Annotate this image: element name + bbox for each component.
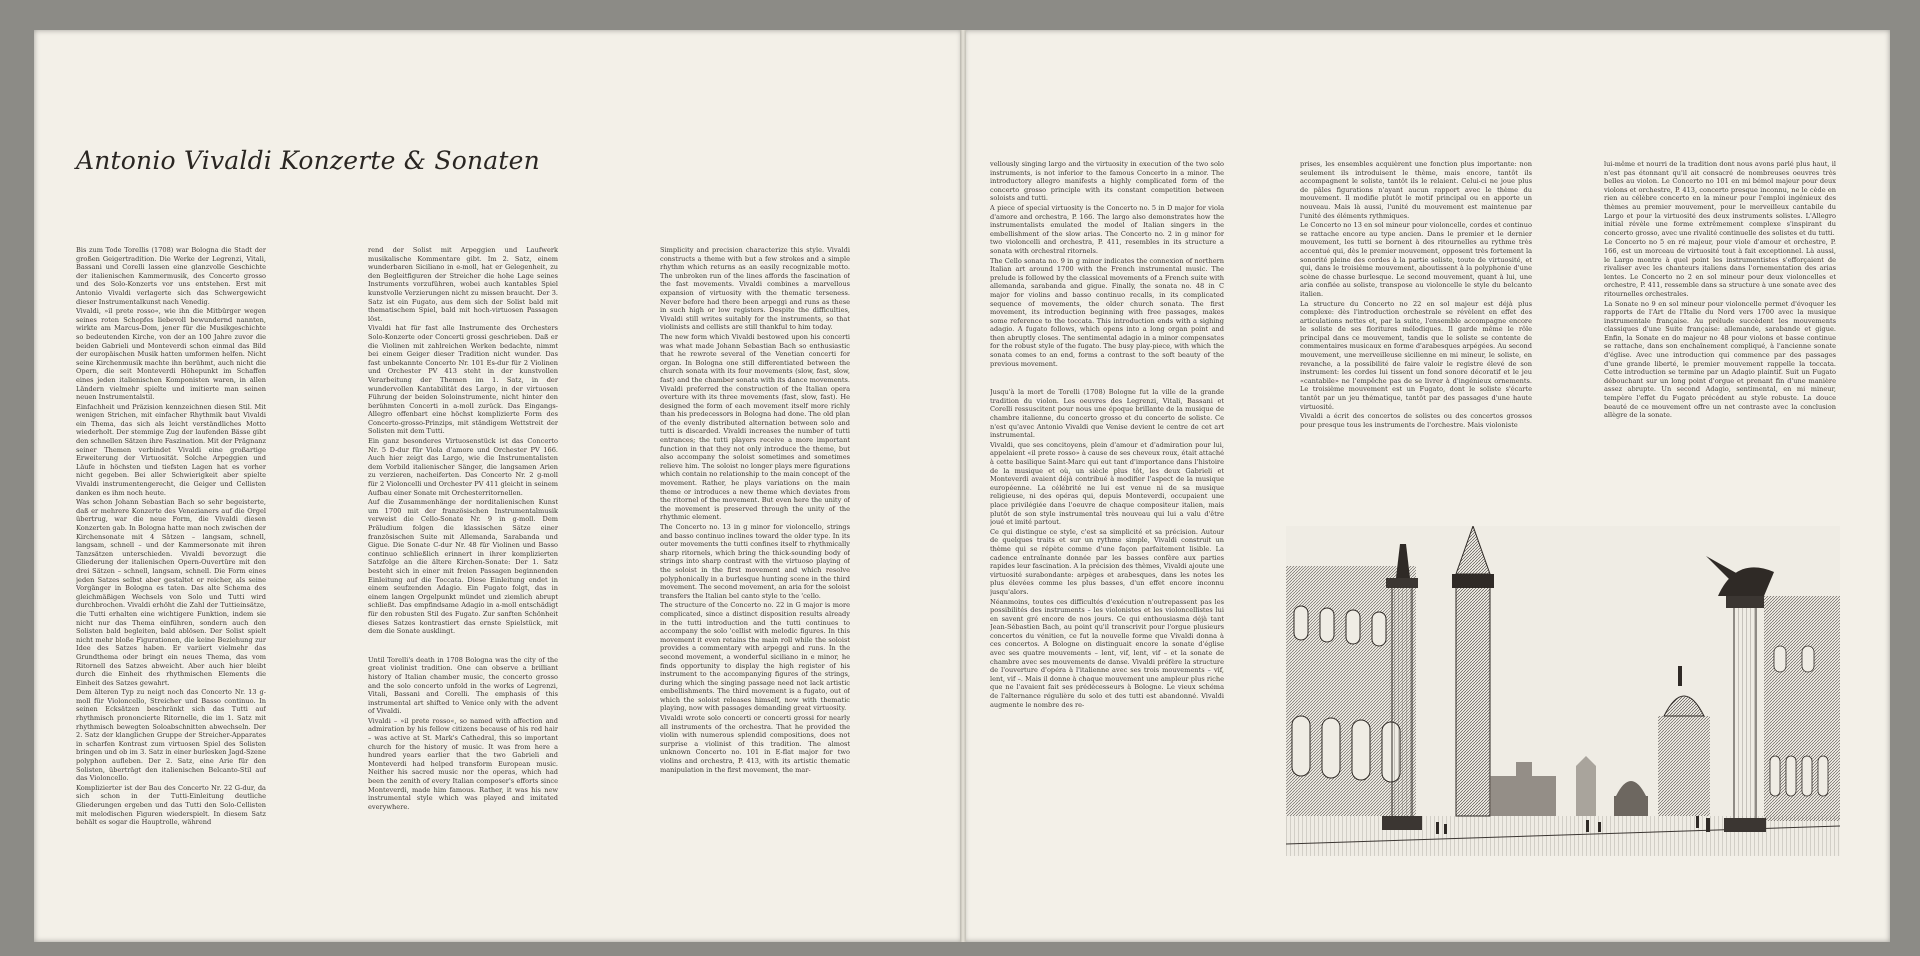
text-column-german-2 xyxy=(368,246,558,846)
paragraph: Ce qui distingue ce style, c'est sa simplicité et sa précision. Autour de quelques traits et sur un rythme simple, Vivaldi construit un thème qui se répète comme d'une façon parfaitement lisible. La cadence entraînante donnée par les basses confère aux parties rapides leur fascination. A la précision des thèmes, Vivaldi ajoute une virtuosité surabondante: arpèges et arabesques, dans les notes les plus élevées comme les plus basses, d'un effet encore inconnu jusqu'alors. xyxy=(990,527,1224,596)
paragraph: A piece of special virtuosity is the Concerto no. 5 in D major for viola d'amore and orchestra, P. 166. The largo also demonstrates how the instrumentalists emulated the model of Italian singers in the embellishment of the slow arias. The Concerto no. 2 in g minor for two violoncelli and orchestra, P. 411, resembles in its structure a sonata with orchestral ritornels. xyxy=(990,203,1224,255)
paragraph: The Concerto no. 13 in g minor for violoncello, strings and basso continuo inclines toward the older type. In its outer movements the tutti confines itself to rhythmically sharp ritornels, which bring the thick-sounding body of strings into sharp contrast with the virtuoso playing of the soloist in the first movement and which resolve polyphonically in a burlesque hunting scene in the third movement. The second movement, an aria for the soloist transfers the Italian bel canto style to the 'cello. xyxy=(660,523,850,600)
paragraph: Einfachheit und Präzision kennzeichnen diesen Stil. Mit wenigen Strichen, mit einfacher Rhythmik baut Vivaldi ein Thema, das sich als leicht verständliches Motto wiederholt. Der stemmige Zug der laufenden Bässe gibt den schnellen Sätzen ihre Faszination. Mit der Prägnanz seiner Themen verbindet Vivaldi eine großartige Erweiterung der Virtuosität. Solche Arpeggien und Läufe in höchsten und tiefsten Lagen hat es vorher nicht gegeben. Bei aller Schwierigkeit aber spielte Vivaldi instrumentengerecht, die Geiger und Cellisten danken es ihm noch heute. xyxy=(76,402,266,497)
paragraph: Auf die Zusammenhänge der norditalienischen Kunst um 1700 mit der französischen Instrumentalmusik verweist die Cello-Sonate Nr. 9 in g-moll. Dem Präludium folgen die klassischen Sätze einer französischen Suite mit Allemanda, Sarabanda und Gigue. Die Sonate C-dur Nr. 48 für Violinen und Basso continuo schließlich erinnert in ihrer komplizierten Satzfolge an die ältere Kirchen-Sonate: Der 1. Satz besteht sich in einer mit freien Passagen beginnenden Einleitung auf die Toccata. Diese Einleitung endet in einem seufzenden Adagio. Ein Fugato folgt, das in einem langen Orgelpunkt mündet und ziemlich abrupt schließt. Das empfindsame Adagio in a-moll entschädigt für den robusten Stil des Fugato. Zur sanften Schönheit dieses Satzes kontrastiert das ernste Spielstück, mit dem die Sonate ausklingt. xyxy=(368,498,558,636)
paragraph: Until Torelli's death in 1708 Bologna was the city of the great violinist tradition. One can observe a brilliant history of Italian chamber music, the concerto grosso and the solo concerto unfold in the works of Legrenzi, Vitali, Bassani and Corelli. The emphasis of this instrumental art shifted to Venice only with the advent of Vivaldi. xyxy=(368,655,558,716)
paragraph: lui-même et nourri de la tradition dont nous avons parlé plus haut, il n'est pas étonnant qu'il ait consacré de nombreuses oeuvres très belles au violon. Le Concerto no 101 en mi bémol majeur pour deux violons et orchestre, P. 413, concerto presque inconnu, ne le cède en rien au célèbre concerto en la mineur pour l'emploi ingénieux des thèmes au premier mouvement, pour le merveilleux cantabile du Largo et pour la virtuosité des deux instruments solistes. L'Allegro initial révèle une forme extrêmement complexe s'inspirant du concerto grosso, avec une rivalité continuelle des solistes et du tutti. xyxy=(1604,160,1836,237)
engraving-illustration xyxy=(1286,526,1840,856)
paragraph: Komplizierter ist der Bau des Concerto Nr. 22 G-dur, da sich schon in der Tutti-Einleitung deutliche Gliederungen ergeben und das Tutti den Solo-Cellisten mit melodischen Figuren wiederspielt. In diesem Satz behält es sogar die Hauptrolle, während xyxy=(76,783,266,827)
paragraph: La Sonate no 9 en sol mineur pour violoncelle permet d'évoquer les rapports de l'Art de l'Italie du Nord vers 1700 avec la musique instrumentale française. Au prélude succèdent les mouvements classiques d'une Suite française: allemande, sarabande et gigue. Enfin, la Sonate en do majeur no 48 pour violons et basse continue se rattache, dans son enchaînement compliqué, à l'ancienne sonate d'église. Avec une introduction qui commence par des passages d'une grande liberté, le premier mouvement rappelle la toccata. Cette introduction se termine par un Adagio plaintif. Suit un Fugato débouchant sur un long point d'orgue et prenant fin d'une manière assez abrupte. Un second Adagio, sentimental, en mi mineur, tempère l'effet du Fugato précédent au style robuste. La douce beauté de ce mouvement offre un net contraste avec la conclusion allègre de la sonate. xyxy=(1604,299,1836,420)
text-column-english-2 xyxy=(660,246,850,846)
paragraph: Bis zum Tode Torellis (1708) war Bologna die Stadt der großen Geigertradition. Die Werke der Legrenzi, Vitali, Bassani und Corelli lassen eine glanzvolle Geschichte der italienischen Kammermusik, des Concerto grosso und des Solo-Konzerts vor uns entstehen. Erst mit Antonio Vivaldi verlagerte sich das Schwergewicht dieser Instrumentalkunst nach Venedig. xyxy=(76,246,266,306)
paragraph: Néanmoins, toutes ces difficultés d'exécution n'outrepassent pas les possibilités des instruments – les violonistes et les violoncellistes lui en savent gré encore de nos jours. Ce qui enthousiasma déjà tant Jean-Sébastien Bach, au point qu'il transcrivit pour l'orgue plusieurs concertos du vénitien, ce fut la nouvelle forme que Vivaldi donna à ces concertos. A Bologne on distinguait encore la sonate d'église avec ses quatre mouvements – lent, vif, lent, vif – et la sonate de chambre avec ses mouvements de danse. Vivaldi préfère la structure de l'ouverture d'opéra à l'italienne avec ses trois mouvements – vif, lent, vif –. Mais il donne à chaque mouvement une ampleur plus riche que ne l'avaient fait ses prédécesseurs à Bologne. Le vieux schéma de l'alternance régulière du solo et des tutti est abandonné. Vivaldi augmente le nombre des re- xyxy=(990,597,1224,709)
text-column-french-2 xyxy=(1300,160,1532,515)
center-fold xyxy=(960,30,966,942)
paragraph: Le Concerto no 5 en ré majeur, pour viole d'amour et orchestre, P. 166, est un morceau de virtuosité tout à fait exceptionnel. Là aussi, le Largo montre à quel point les instrumentistes s'efforçaient de rivaliser avec les chanteurs italiens dans l'ornementation des arias lentes. Le Concerto no 2 en sol mineur pour deux violoncelles et orchestre, P. 411, ressemble dans sa structure à une sonate avec des ritournelles orchestrales. xyxy=(1604,238,1836,298)
paragraph: Vivaldi – »il prete rosso«, so named with affection and admiration by his fellow citizens because of his red hair – was active at St. Mark's Cathedral, this so important church for the history of music. It was from here a hundred years earlier that the two Gabrieli and Monteverdi had helped transform European music. Neither his sacred music nor the operas, which had been the zenith of every Italian composer's efforts since Monteverdi, made him famous. Rather, it was his new instrumental style which was played and imitated everywhere. xyxy=(368,716,558,811)
venice-piazzetta-engraving xyxy=(1286,526,1840,856)
paragraph: prises, les ensembles acquièrent une fonction plus importante: non seulement ils introduisent le thème, mais encore, tantôt ils accompagnent le soliste, tantôt ils le relaient. Celui-ci ne joue plus de pâles figurations n'ayant aucun rapport avec le thème du mouvement. Il modifie plutôt le motif principal ou en apporte un nouveau. Mais là aussi, l'unité du mouvement est maintenue par l'unité des éléments rythmiques. xyxy=(1300,160,1532,220)
paragraph: Vivaldi a écrit des concertos de solistes ou des concertos grossos pour presque tous les instruments de l'orchestre. Mais violoniste xyxy=(1300,412,1532,429)
paragraph: Le Concerto no 13 en sol mineur pour violoncelle, cordes et continuo se rattache encore au type ancien. Dans le premier et le dernier mouvement, les tutti se bornent à des ritournelles au rythme très accentué qui, dès le premier mouvement, opposent très fortement la sonorité pleine des cordes à la partie soliste, toute de virtuosité, et qui, dans le troisième mouvement, aboutissent à la polyphonie d'une scène de chasse burlesque. Le second mouvement, quant à lui, une aria confiée au soliste, transpose au violoncelle le style du belcanto italien. xyxy=(1300,221,1532,298)
paragraph: Vivaldi, »il prete rosso«, wie ihn die Mitbürger wegen seines roten Schopfes liebevoll bewundernd nannten, wirkte am Marcus-Dom, jener für die Musikgeschichte so bedeutenden Kirche, von der an 100 Jahre zuvor die beiden Gabrieli und Monteverdi schon einmal das Bild der europäischen Musik hatten umformen helfen. Nicht seine Kirchenmusik machte ihn berühmt, auch nicht die Opern, die seit Monteverdi Höhepunkt im Schaffen eines jeden italienischen Komponisten waren, in allen Ländern vielmehr spielte und imitierte man seinen neuen Instrumentalstil. xyxy=(76,307,266,402)
paragraph: Was schon Johann Sebastian Bach so sehr begeisterte, daß er mehrere Konzerte des Venezianers auf die Orgel übertrug, war die neue Form, die Vivaldi diesen Konzerten gab. In Bologna hatte man noch zwischen der Kirchensonate mit 4 Sätzen – langsam, schnell, langsam, schnell – und der Kammersonate mit ihren Tanzsätzen unterschieden. Vivaldi bevorzugt die Gliederung der italienischen Opern-Ouvertüre mit den drei Sätzen – schnell, langsam, schnell. Die Form eines jeden Satzes selbst aber gestaltet er reicher, als seine Vorgänger in Bologna es taten. Das alte Schema des gleichmäßigen Wechsels von Solo und Tutti wird durchbrochen. Vivaldi erhöht die Zahl der Tuttieinsätze, die Tutti erhalten eine wichtigere Funktion, indem sie nicht nur das Thema einführen, sondern auch den Solisten bald begleiten, bald ablösen. Der Solist spielt nicht mehr bloße Figurationen, die keine Beziehung zur Idee des Satzes haben. Er variiert vielmehr das Grundthema oder bringt ein neues Thema, das vom Ritornell des Satzes abweicht. Aber auch hier bleibt durch die Einheit des rhythmischen Elements die Einheit des Satzes gewahrt. xyxy=(76,498,266,687)
paragraph: Ein ganz besonderes Virtuosenstück ist das Concerto Nr. 5 D-dur für Viola d'amore und Orchester PV 166. Auch hier zeigt das Largo, wie die Instrumentalisten dem Vorbild italienischer Sänger, die langsamen Arien zu verzieren, nacheiferten. Das Concerto Nr. 2 g-moll für 2 Violoncelli und Orchester PV 411 gleicht in seinem Aufbau einer Sonate mit Orchesterritornellen. xyxy=(368,437,558,497)
page-title: Antonio Vivaldi Konzerte & Sonaten xyxy=(76,146,540,175)
paragraph: Jusqu'à la mort de Torelli (1708) Bologne fut la ville de la grande tradition du violon. Les oeuvres des Legrenzi, Vitali, Bassani et Corelli ressuscitent pour nous une époque brillante de la musique de chambre italienne, du concerto grosso et du concerto de soliste. Ce n'est qu'avec Antonio Vivaldi que Venise devient le centre de cet art instrumental. xyxy=(990,388,1224,440)
text-column-english-french xyxy=(990,160,1224,850)
paragraph: Vivaldi hat für fast alle Instrumente des Orchesters Solo-Konzerte oder Concerti grossi geschrieben. Daß er die Violinen mit zahlreichen Werken bedachte, nimmt bei einem Geiger dieser Tradition nicht wunder. Das fast unbekannte Concerto Nr. 101 Es-dur für 2 Violinen und Orchester PV 413 steht in der kunstvollen Verarbeitung der Themen im 1. Satz, in der wundervollen Kantabilität des Largo, in der virtuosen Führung der beiden Soloinstrumente, nicht hinter den berühmten Concerti in a-moll zurück. Das Eingangs-Allegro offenbart eine höchst komplizierte Form des Concerto-grosso-Prinzips, mit ständigem Wettstreit der Solisten mit dem Tutti. xyxy=(368,324,558,436)
text-column-french-3 xyxy=(1604,160,1836,515)
text-column-german-1 xyxy=(76,246,266,846)
paragraph: rend der Solist mit Arpeggien und Laufwerk musikalische Kommentare gibt. Im 2. Satz, einem wunderbaren Siciliano in e-moll, hat er Gelegenheit, zu den Begleitfiguren der Streicher die hohe Lage seines Instruments vorzuführen, wobei auch kantables Spiel kunstvolle Verzierungen nicht zu missen braucht. Der 3. Satz ist ein Fugato, aus dem sich der Solist bald mit thematischem Spiel, bald mit hoch-virtuosen Passagen löst. xyxy=(368,246,558,323)
paragraph: Simplicity and precision characterize this style. Vivaldi constructs a theme with but a few strokes and a simple rhythm which returns as an easily recognizable motto. The unbroken run of the lines affords the fascination of the fast movements. Vivaldi combines a marvellous expansion of virtuosity with the thematic terseness. Never before had there been arpeggi and runs as these in such high or low registers. Despite the difficulties, Vivaldi still writes suitably for the instruments, so that violinists and cellists are still thankful to him today. xyxy=(660,246,850,332)
paragraph: Vivaldi, que ses concitoyens, plein d'amour et d'admiration pour lui, appelaient «il prete rosso» à cause de ses cheveux roux, était attaché à cette basilique Saint-Marc qui eut tant d'importance dans l'histoire de la musique et où, un siècle plus tôt, les deux Gabrieli et Monteverdi avaient déjà contribué à modifier l'aspect de la musique européenne. La célébrité ne lui est venue ni de sa musique religieuse, ni des opéras qui, depuis Monteverdi, occupaient une place privilégiée dans l'oeuvre de chaque compositeur italien, mais plutôt de son style instrumental très nouveau qui lui a valu d'être joué et imité partout. xyxy=(990,440,1224,527)
paragraph: The Cello sonata no. 9 in g minor indicates the connexion of northern Italian art around 1700 with the French instrumental music. The prelude is followed by the classical movements of a French suite with allemanda, sarabanda and gigue. Finally, the sonata no. 48 in C major for violins and basso continuo recalls, in its complicated sequence of movements, the older church sonata. The first movement, its introduction beginning with free passages, makes some reference to the toccata. This introduction ends with a sighing adagio. A fugato follows, which opens into a long organ point and then abruptly closes. The sentimental adagio in a minor compensates for the robust style of the fugato. The busy play-piece, with which the sonata comes to an end, forms a contrast to the soft beauty of the previous movement. xyxy=(990,256,1224,368)
paragraph: La structure du Concerto no 22 en sol majeur est déjà plus complexe: dès l'introduction orchestrale se révèlent en effet des articulations nettes et, par la suite, l'ensemble accompagne encore le soliste de ses floritures mélodiques. Il garde même le rôle principal dans ce mouvement, tandis que le soliste se contente de commentaires musicaux en forme d'arabesques arpégées. Au second mouvement, une merveilleuse sicilienne en mi mineur, le soliste, en revanche, a la possibilité de faire valoir le registre élevé de son instrument: les cordes lui tissent un fond sonore décoratif et le jeu «cantabile» ne l'empêche pas de se livrer à d'ingénieux ornements. Le troisième mouvement est un Fugato, dont le soliste s'écarte tantôt par un jeu thématique, tantôt par des passages d'une haute virtuosité. xyxy=(1300,299,1532,411)
paragraph: Dem älteren Typ zu neigt noch das Concerto Nr. 13 g-moll für Violoncello, Streicher und Basso continuo. In seinen Ecksätzen beschränkt sich das Tutti auf rhythmisch prononcierte Ritornelle, die im 1. Satz mit rhythmisch bewegten Soloabschnitten abwechseln. Der 2. Satz der klanglichen Gruppe der Streicher-Apparates in scharfen Kontrast zum virtuosen Spiel des Solisten bringen und ob im 3. Satz in einer burlesken Jagd-Szene polyphon aufleben. Der 2. Satz, eine Arie für den Solisten, überträgt den italienischen Belcanto-Stil auf das Violoncello. xyxy=(76,688,266,783)
paragraph: The structure of the Concerto no. 22 in G major is more complicated, since a distinct disposition results already in the tutti introduction and the tutti continues to accompany the solo 'cellist with melodic figures. In this movement it even retains the main roll while the soloist provides a commentary with arpeggi and runs. In the second movement, a wonderful siciliano in e minor, he finds opportunity to display the high register of his instrument to the accompanying figures of the strings, during which the singing passage need not lack artistic embellishments. The third movement is a fugato, out of which the soloist releases himself, now with thematic playing, now with passages demanding great virtuosity. xyxy=(660,601,850,713)
paragraph: Vivaldi wrote solo concerti or concerti grossi for nearly all instruments of the orchestra. That he provided the violin with numerous splendid compositions, does not surprise a violinist of this tradition. The almost unknown Concerto no. 101 in E-flat major for two violins and orchestra, P. 413, with its artistic thematic manipulation in the first movement, the mar- xyxy=(660,714,850,774)
paragraph: The new form which Vivaldi bestowed upon his concerti was what made Johann Sebastian Bach so enthusiastic that he rewrote several of the Venetian concerti for organ. In Bologna one still differentiated between the church sonata with its four movements (slow, fast, slow, fast) and the chamber sonata with its dance movements. Vivaldi preferred the construction of the Italian opera overture with its three movements (fast, slow, fast). He designed the form of each movement itself more richly than his predecessors in Bologna had done. The old plan of the evenly distributed alternation between solo and tutti is discarded. Vivaldi increases the number of tutti entrances; the tutti players receive a more important function in that they not only introduce the theme, but also accompany the soloist sometimes and sometimes relieve him. The soloist no longer plays mere figurations which contain no relationship to the main concept of the movement. Rather, he plays variations on the main theme or introduces a new theme which deviates from the ritornel of the movement. But even here the unity of the movement is preserved through the unity of the rhythmic element. xyxy=(660,332,850,522)
paragraph: vellously singing largo and the virtuosity in execution of the two solo instruments, is not inferior to the famous Concerto in a minor. The introductory allegro manifests a highly complicated form of the concerto grosso principle with its constant competition between soloists and tutti. xyxy=(990,160,1224,203)
